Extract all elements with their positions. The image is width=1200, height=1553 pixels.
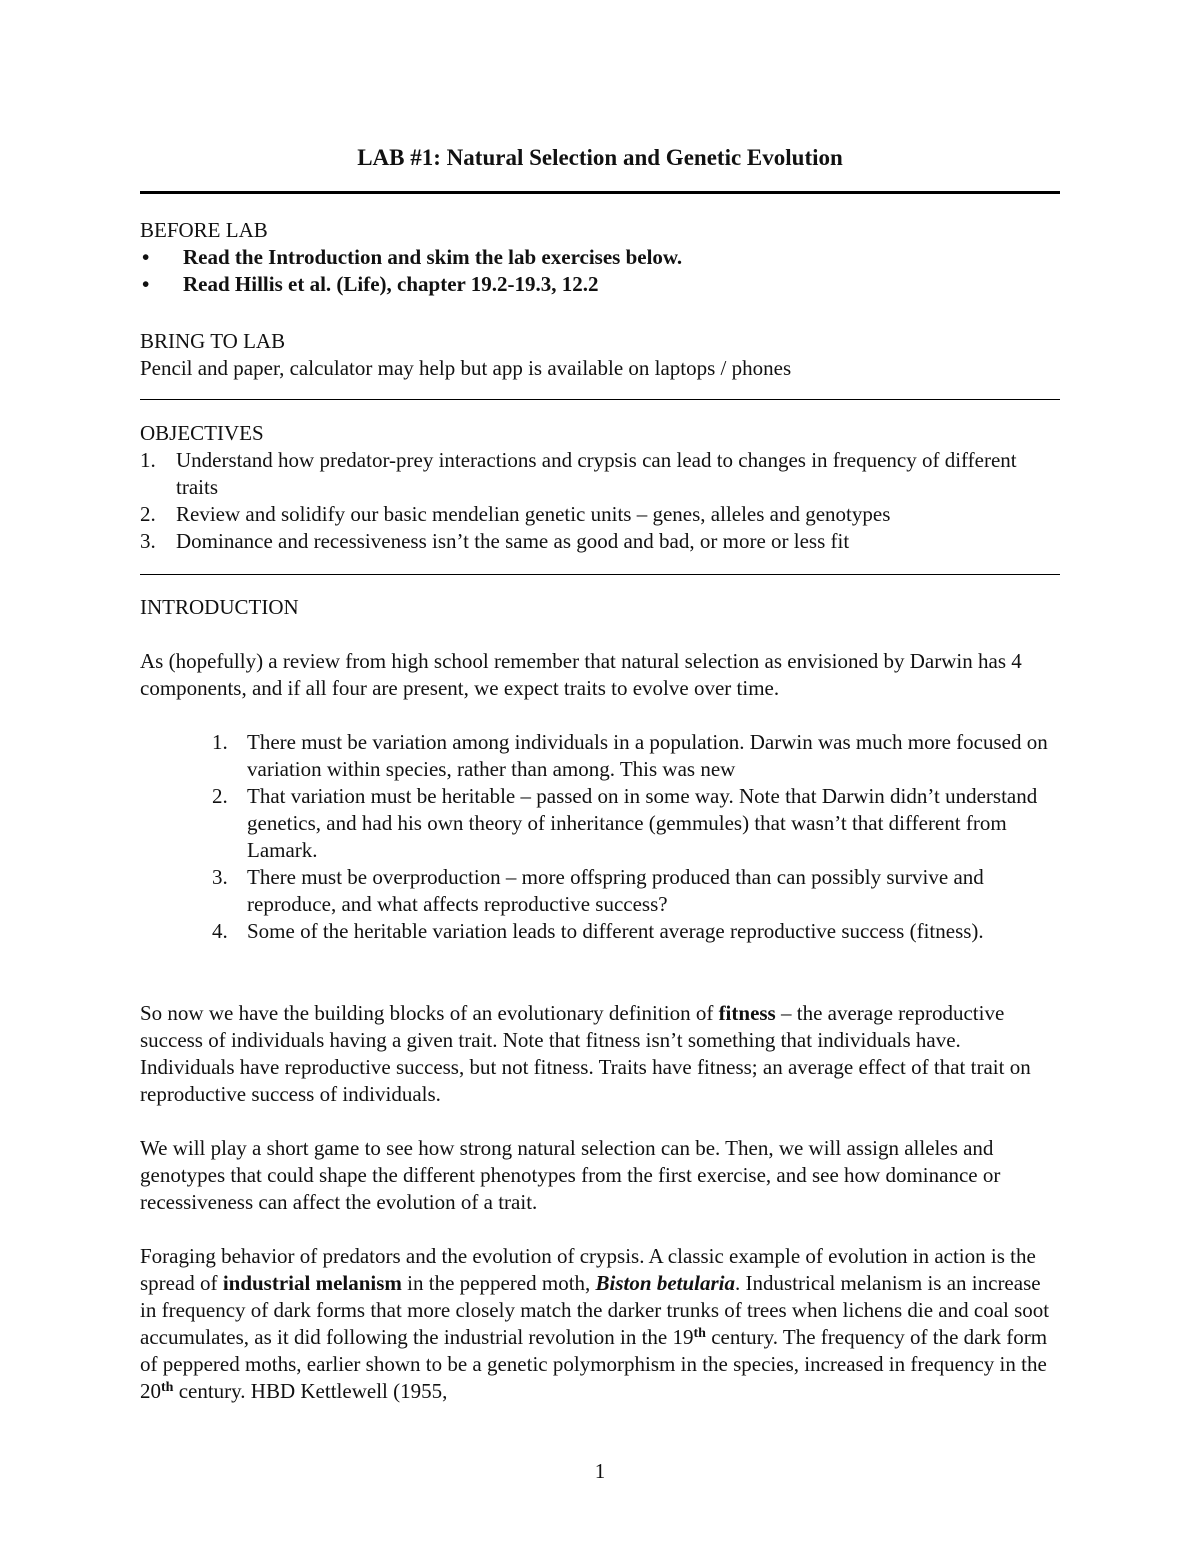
fitness-text-a: So now we have the building blocks of an evolutionary definition of (140, 1001, 719, 1025)
intro-paragraph-text: As (hopefully) a review from high school remember that natural selection as envisioned by Darwin has 4 components, and if all four are present, we expect traits to evolve over time. (140, 649, 1022, 700)
component-item (140, 918, 1060, 945)
before-lab-list (140, 244, 1060, 298)
objective-text: Dominance and recessiveness isn’t the same as good and bad, or more or less fit (176, 529, 850, 553)
melanism-text-d: century. The frequency of the dark form of peppered moths, earlier shown to be a genetic polymorphism in the species, increased in frequency in the 20 (140, 1325, 1048, 1403)
section-rule (140, 574, 1060, 575)
component-text: That variation must be heritable – passed on in some way. Note that Darwin didn’t understand genetics, and had his own theory of inheritance (gemmules) that wasn’t that different from Lamark. (247, 784, 1038, 862)
objective-item (140, 501, 1060, 528)
melanism-text-c: . Industrical melanism is an increase in frequency of dark forms that more closely match the darker trunks of trees when lichens die and coal soot accumulates, as it did following the industrial revolution in the 19 (140, 1271, 1050, 1349)
components-list (140, 729, 1060, 945)
before-lab-heading: BEFORE LAB (140, 218, 268, 242)
component-text: Some of the heritable variation leads to different average reproductive success (fitness). (247, 919, 984, 943)
objectives-list (140, 447, 1060, 555)
document-title: LAB #1: Natural Selection and Genetic Evolution (357, 145, 843, 170)
game-paragraph: We will play a short game to see how strong natural selection can be. Then, we will assign alleles and genotypes that could shape the different phenotypes from the first exercise, and see how dominance or recessiveness can affect the evolution of a trait. (140, 1136, 1001, 1214)
melanism-paragraph (140, 1243, 1060, 1405)
intro-paragraph-3 (140, 1135, 1060, 1216)
fitness-paragraph (140, 1000, 1060, 1108)
component-number: 2. (212, 784, 228, 808)
component-number: 3. (212, 865, 228, 889)
melanism-text-a: Foraging behavior of predators and the evolution of crypsis. A classic example of evolution in action is the spread of (140, 1244, 1036, 1295)
darwin-components (140, 729, 1060, 945)
before-lab-section (140, 217, 1060, 298)
fitness-text-b: – the average reproductive success of individuals having a given trait. Note that fitness isn’t something that individuals have. Individuals have reproductive success, but not fitness. Traits have fitness; an average effect of that trait on reproductive success of individuals. (140, 1001, 1031, 1106)
objectives-heading: OBJECTIVES (140, 421, 264, 445)
bring-to-lab-section (140, 328, 1060, 382)
objective-text: Understand how predator-prey interactions and crypsis can lead to changes in frequency of different traits (176, 448, 1017, 499)
intro-paragraph-4 (140, 1243, 1060, 1405)
objective-text: Review and solidify our basic mendelian genetic units – genes, alleles and genotypes (176, 502, 891, 526)
component-text: There must be variation among individuals in a population. Darwin was much more focused on variation within species, rather than among. This was new (247, 730, 1048, 781)
section-rule (140, 399, 1060, 400)
intro-paragraph-1 (140, 648, 1060, 702)
ordinal-suffix: th (161, 1380, 174, 1395)
before-lab-item: • Read Hillis et al. (Life), chapter 19.2-19.3, 12.2 (140, 271, 1060, 298)
species-name: Biston betularia (595, 1271, 735, 1295)
objective-number: 2. (140, 502, 156, 526)
melanism-text-b: in the peppered moth, (401, 1271, 596, 1295)
objective-number: 1. (140, 448, 156, 472)
title-rule (140, 191, 1060, 194)
before-lab-item: • Read the Introduction and skim the lab exercises below. (140, 244, 1060, 271)
component-number: 1. (212, 730, 228, 754)
page-number: 1 (594, 1459, 606, 1483)
ordinal-suffix: th (693, 1326, 706, 1341)
component-text: There must be overproduction – more offspring produced than can possibly survive and reproduce, and what affects reproductive success? (247, 865, 984, 916)
bring-to-lab-text: Pencil and paper, calculator may help but app is available on laptops / phones (140, 356, 792, 380)
objective-item (140, 447, 1060, 501)
fitness-term: fitness (718, 1001, 776, 1025)
component-item (140, 864, 1060, 918)
introduction-section (140, 594, 1060, 621)
objectives-section (140, 420, 1060, 555)
objective-item (140, 528, 1060, 555)
bring-to-lab-heading: BRING TO LAB (140, 329, 286, 353)
component-item (140, 783, 1060, 864)
introduction-heading: INTRODUCTION (140, 595, 299, 619)
melanism-term: industrial melanism (222, 1271, 402, 1295)
component-item (140, 729, 1060, 783)
intro-paragraph-2 (140, 1000, 1060, 1108)
objective-number: 3. (140, 529, 156, 553)
component-number: 4. (212, 919, 228, 943)
melanism-text-e: century. HBD Kettlewell (1955, (173, 1379, 448, 1403)
